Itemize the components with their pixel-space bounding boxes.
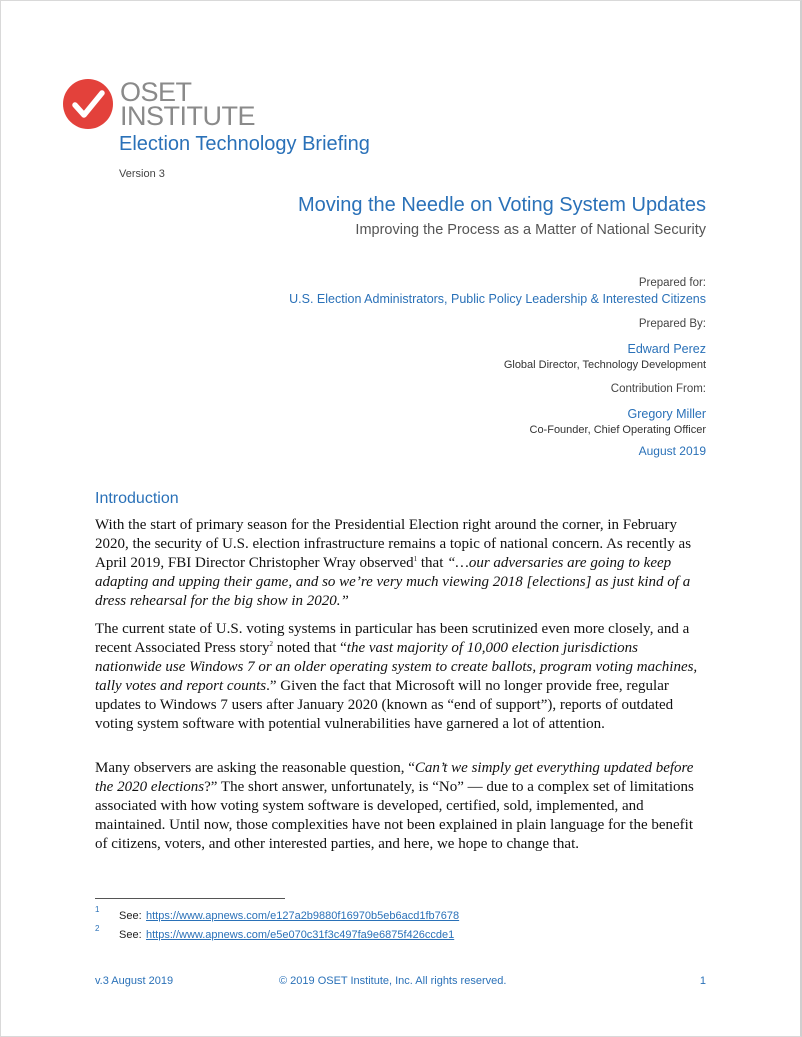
footnote-ref-2[interactable]: 2 [269,640,274,648]
footnote-number: 1 [95,905,100,914]
intro-paragraph-3: Many observers are asking the reasonable question, “Can’t we simply get everything updated before the 2020 elections?” The short answer, unfortunately, is “No” — due to a complex set of limitations associated with how voting system software is developed, certified, sold, implemented, and maintained. Until now, those complexities have not been explained in plain language for the benefit of citizens, voters, and other interested parties, and here, we hope to change that. [95,760,694,852]
document-subtitle: Improving the Process as a Matter of National Security [355,222,706,238]
footnote-ref-1[interactable]: 1 [413,555,418,563]
section-heading-introduction: Introduction [95,490,179,507]
version-label: Version 3 [119,168,165,180]
page-number: 1 [699,975,706,987]
footnote-number: 2 [95,924,100,933]
prepared-by-label: Prepared By: [638,318,706,330]
footnote-label: See: [119,929,142,941]
footnote-link[interactable]: https://www.apnews.com/e5e070c31f3c497fa9e6875f426ccde1 [146,929,455,941]
footer-copyright: © 2019 OSET Institute, Inc. All rights reserved. [279,975,507,987]
footer-version-date: v.3 August 2019 [95,975,174,987]
logo-text-institute: INSTITUTE [120,101,255,131]
logo-text-oset: OSET [120,77,192,107]
intro-paragraph-2: The current state of U.S. voting systems in particular has been scrutinized even more closely, and a recent Associated Press story$^2$ noted that “the vast majority of 10,000 election jurisdictions nationwide use Windows 7 or an older operating system to create ballots, program voting machines, tally votes and report counts.” Given the fact that Microsoft will no longer provide free, regular updates to Windows 7 users after January 2020 (known as “end of support”), reports of outdated voting system software with potential vulnerabilities have garnered a lot of attention. [95,621,698,732]
oset-logo [62,77,255,131]
contributor-name: Gregory Miller [627,407,706,421]
briefing-series-title: Election Technology Briefing [119,133,370,155]
check-circle-icon [62,78,114,130]
footnote-link[interactable]: https://www.apnews.com/e127a2b9880f16970b5eb6acd1fb7678 [146,910,460,922]
prepared-for-label: Prepared for: [638,277,706,289]
footnote-label: See: [119,910,142,922]
footnote-divider [95,898,285,899]
document-title: Moving the Needle on Voting System Updates [297,194,706,216]
prepared-for-audience: U.S. Election Administrators, Public Policy Leadership & Interested Citizens [289,292,706,306]
document-date: August 2019 [638,444,706,458]
contributor-title: Co-Founder, Chief Operating Officer [529,424,706,436]
author-title: Global Director, Technology Development [503,359,706,371]
author-name: Edward Perez [627,342,706,356]
contribution-label: Contribution From: [610,383,706,395]
intro-paragraph-1: With the start of primary season for the Presidential Election right around the corner, in February 2020, the security of U.S. election infrastructure remains a topic of national concern. As recently as April 2019, FBI Director Christopher Wray observed$^1$ that “…our adversaries are going to keep adapting and upping their game, and so we’re very much viewing 2018 [elections] as just kind of a dress rehearsal for the big show in 2020.” [95,517,692,609]
